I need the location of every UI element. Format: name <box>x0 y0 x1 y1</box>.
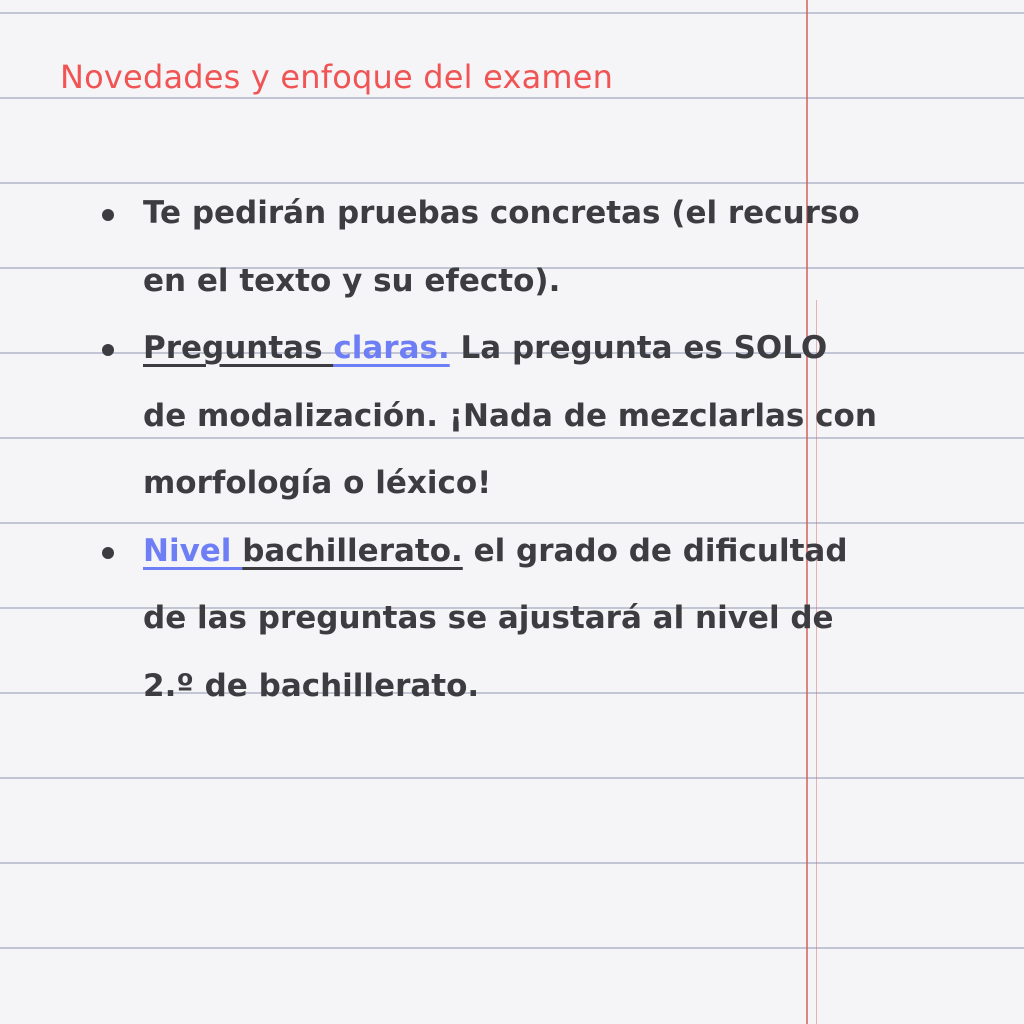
bullet-text-line: 2.º de bachillerato. <box>143 667 480 704</box>
page-title: Novedades y enfoque del examen <box>60 58 614 96</box>
ruled-line <box>0 97 1024 99</box>
bullet-text-line <box>143 518 940 586</box>
bullet-text-line <box>143 315 940 383</box>
bullet-dot-icon <box>102 209 114 221</box>
underlined-keyword: bachillerato. <box>242 532 463 569</box>
bullet-item <box>100 180 940 315</box>
bullet-text-rest: La pregunta es SOLO <box>449 330 828 366</box>
ruled-line <box>0 947 1024 949</box>
highlighted-keyword: claras. <box>333 330 450 366</box>
bullet-text-line: en el texto y su efecto). <box>143 262 561 299</box>
bullet-text-line: de las preguntas se ajustará al nivel de <box>143 600 834 636</box>
bullet-item <box>100 315 940 518</box>
ruled-line <box>0 862 1024 864</box>
bullet-dot-icon <box>102 547 114 559</box>
bullet-text-line: Te pedirán pruebas concretas (el recurso <box>143 195 860 231</box>
bullet-item <box>100 518 940 721</box>
underlined-keyword: Preguntas <box>143 330 334 366</box>
bullet-dot-icon <box>102 344 114 356</box>
bullet-text-line: de modalización. ¡Nada de mezclarlas con <box>143 397 877 434</box>
bullet-text-line: morfología o léxico! <box>143 465 492 501</box>
highlighted-keyword: Nivel <box>143 532 243 569</box>
ruled-line <box>0 777 1024 779</box>
ruled-line <box>0 12 1024 14</box>
bullet-text-rest: el grado de dificultad <box>462 532 848 569</box>
bullet-list <box>100 180 940 720</box>
